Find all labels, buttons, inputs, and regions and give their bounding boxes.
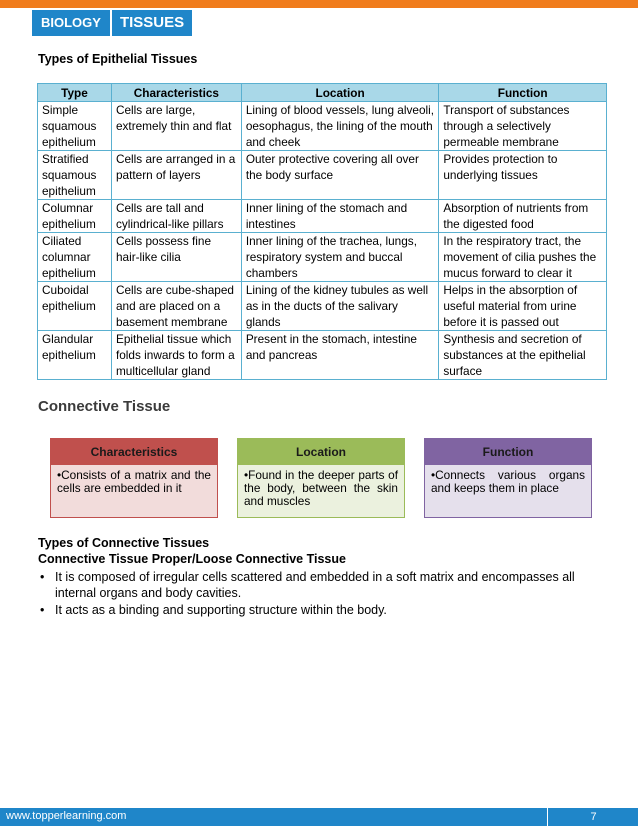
table-row: [38, 331, 607, 380]
characteristics-box: [50, 438, 218, 518]
bullet-text: It is composed of irregular cells scattered and embedded in a soft matrix and encompasses all internal organs and body cavities.: [55, 570, 575, 600]
cell-type: Columnar epithelium: [38, 200, 112, 233]
column-header-characteristics: Characteristics: [111, 84, 241, 102]
cell-type: Cuboidal epithelium: [38, 282, 112, 331]
cell-type: Simple squamous epithelium: [38, 102, 112, 151]
cell-location: Lining of blood vessels, lung alveoli, oesophagus, the lining of the mouth and cheek: [241, 102, 439, 151]
cell-function: Provides protection to underlying tissues: [439, 151, 607, 200]
cell-location: Present in the stomach, intestine and pancreas: [241, 331, 439, 380]
cell-characteristics: Cells are arranged in a pattern of layers: [111, 151, 241, 200]
page-header: [32, 10, 192, 36]
cell-location: Outer protective covering all over the body surface: [241, 151, 439, 200]
topic-label: TISSUES: [112, 10, 192, 36]
column-header-type: Type: [38, 84, 112, 102]
bullet-icon: •: [40, 570, 45, 584]
cell-characteristics: Cells are large, extremely thin and flat: [111, 102, 241, 151]
column-header-function: Function: [439, 84, 607, 102]
table-header-row: [38, 84, 607, 102]
connective-bullet-list: [38, 569, 608, 619]
connective-types-title: Types of Connective Tissues: [38, 536, 210, 550]
location-box-text: •Found in the deeper parts of the body, between the skin and muscles: [238, 465, 404, 517]
page-footer: [0, 808, 638, 826]
location-box: [237, 438, 405, 518]
cell-function: Synthesis and secretion of substances at the epithelial surface: [439, 331, 607, 380]
connective-tissue-heading: Connective Tissue: [38, 398, 171, 415]
function-box: [424, 438, 592, 518]
connective-subtype-title: Connective Tissue Proper/Loose Connective Tissue: [38, 552, 346, 566]
cell-characteristics: Cells are cube-shaped and are placed on a basement membrane: [111, 282, 241, 331]
page-number: 7: [547, 808, 638, 826]
cell-type: Glandular epithelium: [38, 331, 112, 380]
table-row: [38, 200, 607, 233]
characteristics-box-title: Characteristics: [51, 439, 217, 465]
footer-website-link[interactable]: www.topperlearning.com: [6, 810, 127, 822]
table-row: [38, 151, 607, 200]
bullet-text: It acts as a binding and supporting structure within the body.: [55, 603, 387, 617]
cell-characteristics: Epithelial tissue which folds inwards to form a multicellular gland: [111, 331, 241, 380]
cell-function: In the respiratory tract, the movement of cilia pushes the mucus forward to clear it: [439, 233, 607, 282]
table-row: [38, 102, 607, 151]
cell-type: Stratified squamous epithelium: [38, 151, 112, 200]
cell-function: Helps in the absorption of useful material from urine before it is passed out: [439, 282, 607, 331]
table-row: [38, 233, 607, 282]
cell-location: Inner lining of the trachea, lungs, respiratory system and buccal chambers: [241, 233, 439, 282]
epithelial-section-title: Types of Epithelial Tissues: [38, 52, 198, 66]
list-item: [38, 602, 608, 618]
top-accent-bar: [0, 0, 638, 8]
cell-location: Inner lining of the stomach and intestines: [241, 200, 439, 233]
epithelial-tissue-table: [37, 83, 607, 380]
location-box-title: Location: [238, 439, 404, 465]
cell-type: Ciliated columnar epithelium: [38, 233, 112, 282]
cell-characteristics: Cells possess fine hair-like cilia: [111, 233, 241, 282]
cell-location: Lining of the kidney tubules as well as in the ducts of the salivary glands: [241, 282, 439, 331]
cell-characteristics: Cells are tall and cylindrical-like pillars: [111, 200, 241, 233]
function-box-text: •Connects various organs and keeps them in place: [425, 465, 591, 517]
column-header-location: Location: [241, 84, 439, 102]
bullet-icon: •: [40, 603, 45, 617]
function-box-title: Function: [425, 439, 591, 465]
subject-label: BIOLOGY: [32, 10, 112, 36]
list-item: [38, 569, 608, 601]
cell-function: Transport of substances through a selectively permeable membrane: [439, 102, 607, 151]
characteristics-box-text: •Consists of a matrix and the cells are embedded in it: [51, 465, 217, 517]
cell-function: Absorption of nutrients from the digested food: [439, 200, 607, 233]
table-row: [38, 282, 607, 331]
